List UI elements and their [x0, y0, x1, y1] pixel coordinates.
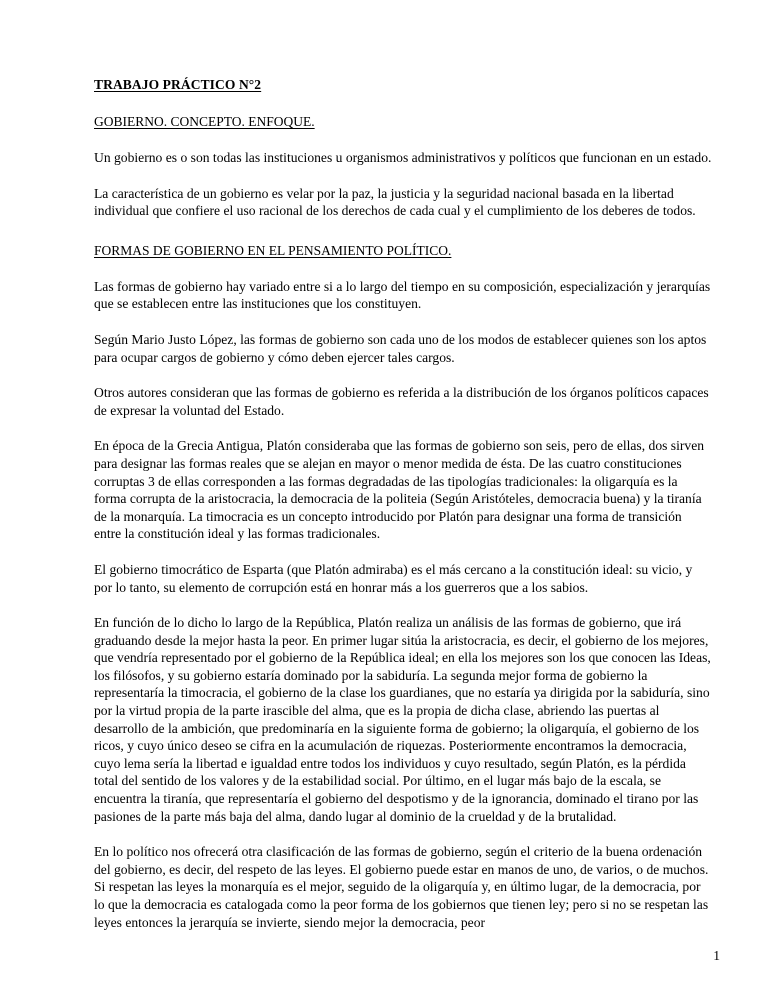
paragraph: En lo político nos ofrecerá otra clasificación de las formas de gobierno, según el criterio de la buena ordenación del gobierno, es decir, del respeto de las leyes. El gobierno puede estar en manos de uno, de varios, o de muchos. Si respetan las leyes la monarquía es el mejor, seguido de la oligarquía y, en último lugar, de la democracia, por lo que la democracia es catalogada como la peor forma de los gobiernos que tienen ley; pero si no se respetan las leyes entonces la jerarquía se invierte, siendo mejor la democracia, peor [94, 844, 709, 930]
page-number: 1 [713, 948, 720, 963]
paragraph: En función de lo dicho lo largo de la República, Platón realiza un análisis de las formas de gobierno, que irá graduando desde la mejor hasta la peor. En primer lugar sitúa la aristocracia, es decir, el gobierno de los mejores, que vendría representado por el gobierno de la República ideal; en ella los mejores son los que conocen las Ideas, los filósofos, y su gobierno estaría dominado por la sabiduría. La segunda mejor forma de gobierno la representaría la timocracia, el gobierno de la clase los guardianes, que no estaría ya dirigida por la sabiduría, sino por la virtud propia de la parte irascible del alma, que es la propia de dicha clase, abriendo las puertas al desarrollo de la ambición, que predominaría en la siguiente forma de gobierno; la oligarquía, el gobierno de los ricos, y cuyo único deseo se cifra en la acumulación de riquezas. Posteriormente encontramos la democracia, cuyo lema sería la libertad e igualdad entre todos los individuos y cuyo resultado, según Platón, es la pérdida total del sentido de los valores y de la estabilidad social. Por último, en el lugar más bajo de la escala, se encuentra la tiranía, que representaría el gobierno del despotismo y de la ignorancia, dominado el tirano por las pasiones de la parte más baja del alma, dando lugar al dominio de la crueldad y de la brutalidad. [94, 615, 711, 824]
paragraph: Otros autores consideran que las formas de gobierno es referida a la distribución de los órganos políticos capaces de expresar la voluntad del Estado. [94, 385, 709, 418]
document-body [94, 76, 712, 949]
paragraph: Según Mario Justo López, las formas de gobierno son cada uno de los modos de establecer quienes son los aptos para ocupar cargos de gobierno y cómo deben ejercer tales cargos. [94, 331, 707, 365]
paragraph: La característica de un gobierno es velar por la paz, la justicia y la seguridad nacional basada en la libertad individual que confiere el uso racional de los derechos de cada cual y el cumplimiento de los deberes de todos. [94, 185, 696, 219]
paragraph: Las formas de gobierno hay variado entre si a lo largo del tiempo en su composición, especialización y jerarquías que se establecen entre las instituciones que los constituyen. [94, 278, 711, 312]
paragraph: El gobierno timocrático de Esparta (que Platón admiraba) es el más cercano a la constitución ideal: su vicio, y por lo tanto, su elemento de corrupción está en honrar más a los guerreros que a los sabios. [94, 561, 693, 595]
section-heading-gobierno: GOBIERNO. CONCEPTO. ENFOQUE. [94, 114, 315, 129]
paragraph: Un gobierno es o son todas las instituciones u organismos administrativos y políticos que funcionan en un estado. [94, 150, 712, 165]
page-title: TRABAJO PRÁCTICO N°2 [94, 77, 262, 92]
section-heading-formas-de-gobierno: FORMAS DE GOBIERNO EN EL PENSAMIENTO POLÍTICO. [94, 242, 452, 258]
paragraph: En época de la Grecia Antigua, Platón consideraba que las formas de gobierno son seis, pero de ellas, dos sirven para designar las formas reales que se alejan en mayor o menor medida de ésta. De las cuatro constituciones corruptas 3 de ellas corresponden a las formas degradadas de las tipologías tradicionales: la oligarquía es la forma corrupta de la aristocracia, la democracia de la politeia (Según Aristóteles, democracia buena) y la tiranía de la monarquía. La timocracia es un concepto introducido por Platón para designar una forma de transición entre la constitución ideal y las formas tradicionales. [94, 438, 705, 542]
